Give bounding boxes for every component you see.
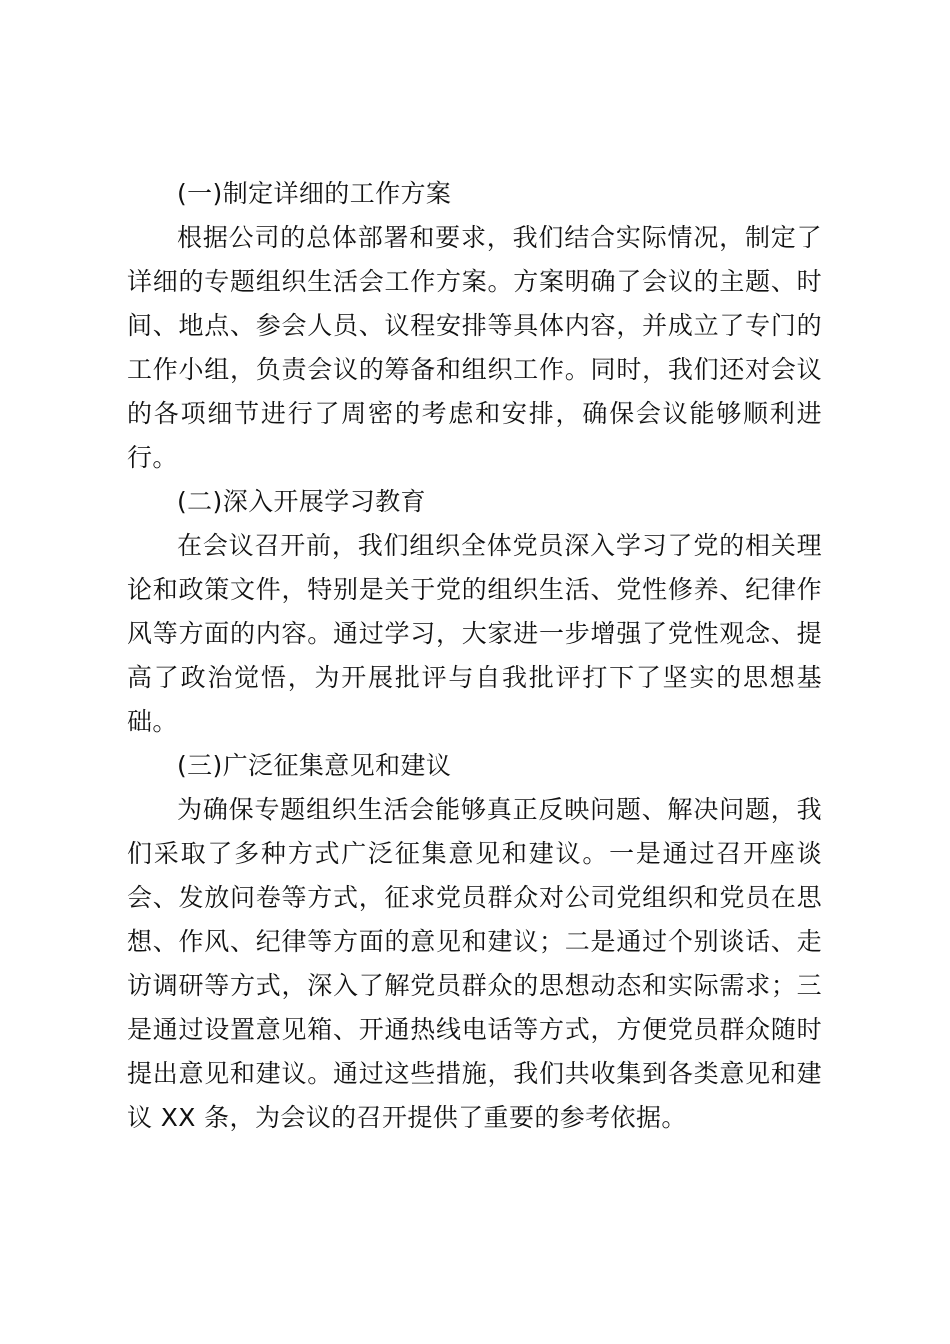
section-heading-2: (二)深入开展学习教育 xyxy=(177,487,426,516)
section-heading-1: (一)制定详细的工作方案 xyxy=(177,179,452,208)
section-paragraph-1: 根据公司的总体部署和要求，我们结合实际情况，制定了详细的专题组织生活会工作方案。方案明确了会议的主题、时间、地点、参会人员、议程安排等具体内容，并成立了专门的工作小组，负责会议的筹备和组织工作。同时，我们还对会议的各项细节进行了周密的考虑和安排，确保会议能够顺利进行。 xyxy=(127,223,822,472)
section-heading-3: (三)广泛征集意见和建议 xyxy=(177,751,452,780)
document-body xyxy=(127,172,822,1140)
section-paragraph-2: 在会议召开前，我们组织全体党员深入学习了党的相关理论和政策文件，特别是关于党的组织生活、党性修养、纪律作风等方面的内容。通过学习，大家进一步增强了党性观念、提高了政治觉悟，为开展批评与自我批评打下了坚实的思想基础。 xyxy=(127,531,822,736)
section-paragraph-3: 为确保专题组织生活会能够真正反映问题、解决问题，我们采取了多种方式广泛征集意见和建议。一是通过召开座谈会、发放问卷等方式，征求党员群众对公司党组织和党员在思想、作风、纪律等方面的意见和建议；二是通过个别谈话、走访调研等方式，深入了解党员群众的思想动态和实际需求；三是通过设置意见箱、开通热线电话等方式，方便党员群众随时提出意见和建议。通过这些措施，我们共收集到各类意见和建议 XX 条，为会议的召开提供了重要的参考依据。 xyxy=(127,795,822,1132)
